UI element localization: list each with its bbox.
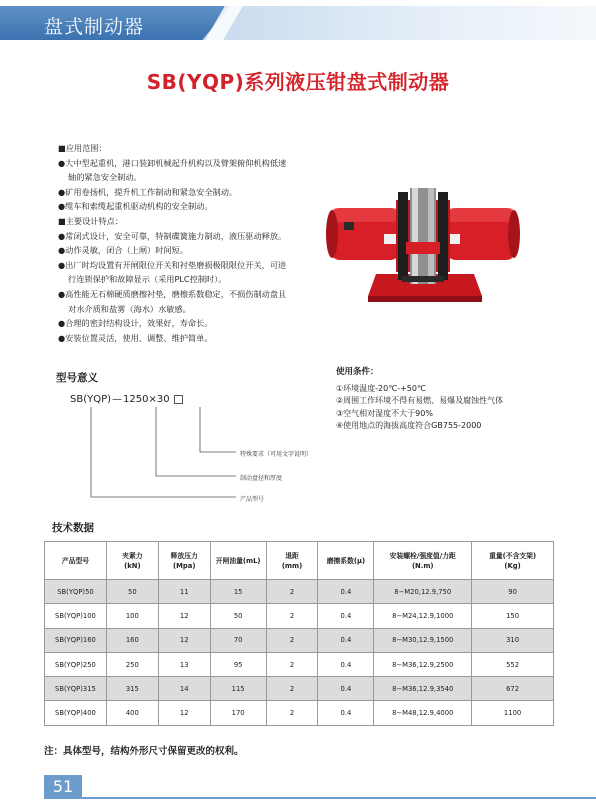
condition-item: ②周围工作环境不得有易燃、易爆及腐蚀性气体	[336, 396, 504, 405]
table-cell: 8−M20,12.9,750	[374, 580, 472, 604]
table-cell: 8−M48,12.9,4000	[374, 701, 472, 725]
table-cell: 12	[158, 701, 210, 725]
model-code-dash: —	[112, 394, 123, 405]
table-cell: 11	[158, 580, 210, 604]
condition-item: ①环境温度-20℃-+50℃	[336, 383, 426, 393]
special-requirement-box	[174, 395, 183, 404]
model-code	[70, 394, 183, 405]
header-band-light	[195, 6, 596, 40]
table-cell: 100	[106, 604, 158, 628]
table-cell: 310	[472, 628, 554, 652]
feature-line: ■应用范围：	[58, 143, 107, 153]
usage-conditions	[336, 366, 503, 433]
table-cell: SB(YQP)400	[45, 701, 107, 725]
feature-line: ■主要设计特点：	[58, 215, 124, 226]
table-cell: 150	[472, 604, 554, 628]
table-row	[45, 701, 554, 725]
page-title: SB(YQP)系列液压钳盘式制动器	[146, 70, 450, 94]
footnote: 注：具体型号，结构外形尺寸保留更改的权利。	[44, 746, 244, 757]
feature-line: 行连锁保护和故障显示（采用PLC控制时）。	[68, 274, 227, 285]
table-header-cell: 产品型号	[45, 542, 107, 580]
table-cell: 400	[106, 701, 158, 725]
table-header-cell: 夹紧力 (kN)	[106, 542, 158, 580]
table-cell: SB(YQP)160	[45, 628, 107, 652]
table-cell: 90	[472, 580, 554, 604]
feature-line: ●动作灵敏，闭合（上闸）时间短。	[58, 245, 188, 256]
feature-line: ●高性能无石棉硬质磨擦衬垫，磨擦系数稳定，不损伤制动盘且	[58, 288, 287, 299]
table-cell: 2	[266, 604, 318, 628]
feature-line: ●大中型起重机，港口装卸机械起升机构以及臂架俯仰机构低速	[58, 157, 287, 168]
table-cell: 315	[106, 677, 158, 701]
table-cell: 160	[106, 628, 158, 652]
table-row	[45, 604, 554, 628]
feature-line: 对水介质和盐雾（海水）水敏感。	[68, 303, 191, 314]
table-row	[45, 580, 554, 604]
table-cell: 12	[158, 628, 210, 652]
tech-data-title: 技术数据	[52, 522, 94, 534]
features-list	[58, 141, 320, 345]
table-header-cell: 磨擦系数(μ)	[318, 542, 374, 580]
table-cell: 8−M36,12.9,2500	[374, 652, 472, 676]
brake-product-photo	[324, 178, 520, 318]
table-header-cell: 退距 (mm)	[266, 542, 318, 580]
table-cell: 250	[106, 652, 158, 676]
table-cell: 552	[472, 652, 554, 676]
table-cell: 95	[210, 652, 266, 676]
table-row	[45, 652, 554, 676]
table-cell: 672	[472, 677, 554, 701]
feature-line: ●出厂时均设置有开闸限位开关和衬垫磨损极限限位开关，可进	[58, 259, 287, 270]
table-cell: 0.4	[318, 652, 374, 676]
table-header-cell: 安装螺栓/强度值/力距 (N.m)	[374, 542, 472, 580]
table-cell: 14	[158, 677, 210, 701]
table-row	[45, 677, 554, 701]
table-cell: SB(YQP)250	[45, 652, 107, 676]
table-cell: 115	[210, 677, 266, 701]
table-header-cell: 重量(不含支架) (Kg)	[472, 542, 554, 580]
model-label-disc: 制动盘径和厚度	[240, 475, 283, 482]
table-cell: SB(YQP)100	[45, 604, 107, 628]
table-header-row	[45, 542, 554, 580]
table-cell: 8−M24,12.9,1000	[374, 604, 472, 628]
table-cell: 13	[158, 652, 210, 676]
model-label-special: 特殊要求（可用文字说明）	[240, 451, 313, 458]
table-cell: 70	[210, 628, 266, 652]
table-cell: 170	[210, 701, 266, 725]
table-cell: 50	[210, 604, 266, 628]
tech-data-table	[44, 541, 554, 726]
model-code-prefix: SB(YQP)	[70, 394, 112, 405]
table-cell: 0.4	[318, 580, 374, 604]
feature-line: 轴的紧急安全制动。	[68, 172, 142, 183]
conditions-title: 使用条件：	[336, 367, 379, 377]
table-cell: 2	[266, 628, 318, 652]
table-cell: 12	[158, 604, 210, 628]
condition-item: ③空气相对湿度不大于90%	[336, 408, 433, 418]
model-meaning-title: 型号意义	[56, 372, 98, 384]
table-cell: 8−M36,12.9,3540	[374, 677, 472, 701]
table-header-cell: 释放压力 (Mpa)	[158, 542, 210, 580]
table-cell: 0.4	[318, 628, 374, 652]
table-cell: 2	[266, 677, 318, 701]
page-footer-line	[82, 797, 596, 799]
table-cell: 0.4	[318, 701, 374, 725]
table-cell: 0.4	[318, 604, 374, 628]
table-cell: 8−M30,12.9,1500	[374, 628, 472, 652]
feature-line: ●合理的密封结构设计，效果好，寿命长。	[58, 318, 213, 329]
section-title: 盘式制动器	[44, 16, 145, 38]
feature-line: ●缆车和索缆起重机驱动机构的安全制动。	[58, 201, 213, 212]
table-cell: 2	[266, 580, 318, 604]
model-code-spec: 1250×30	[123, 394, 170, 405]
table-header-cell: 开闸油量(mL)	[210, 542, 266, 580]
table-cell: SB(YQP)315	[45, 677, 107, 701]
feature-line: ●安装位置灵活，使用、调整、维护简单。	[58, 332, 213, 343]
table-cell: SB(YQP)50	[45, 580, 107, 604]
condition-item: ④使用地点的海拔高度符合GB755-2000	[336, 421, 482, 430]
table-row	[45, 628, 554, 652]
table-cell: 0.4	[318, 677, 374, 701]
page-number: 51	[44, 775, 82, 799]
table-cell: 1100	[472, 701, 554, 725]
table-cell: 2	[266, 652, 318, 676]
table-cell: 2	[266, 701, 318, 725]
feature-line: ●矿用卷扬机，提升机工作制动和紧急安全制动。	[58, 186, 238, 197]
feature-line: ●常闭式设计，安全可靠，特制碟簧施力制动，液压驱动释放。	[58, 230, 287, 241]
table-cell: 15	[210, 580, 266, 604]
model-label-product: 产品型号	[240, 496, 265, 503]
table-cell: 50	[106, 580, 158, 604]
